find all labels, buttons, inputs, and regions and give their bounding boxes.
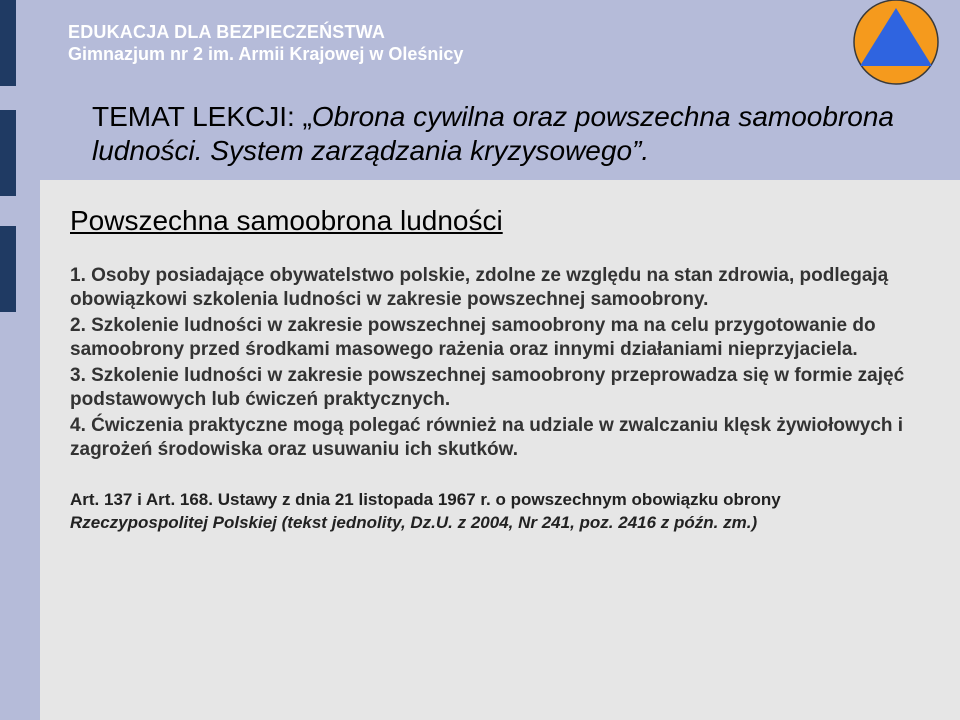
slide-header: [68, 21, 463, 65]
civil-defense-triangle-icon: [848, 0, 944, 86]
content-body: [70, 204, 930, 534]
paragraph-2: 2. Szkolenie ludności w zakresie powszechnej samoobrony ma na celu przygotowanie do samoobrony przed środkami masowego rażenia oraz innymi działaniami nieprzyjaciela.: [70, 315, 876, 360]
decorative-side-bar: [0, 0, 16, 86]
lesson-title-label: TEMAT LEKCJI: „: [92, 101, 312, 132]
lesson-title-subject: Obrona cywilna oraz powszechna samoobrona ludności. System zarządzania kryzysowego”.: [92, 101, 894, 166]
legal-reference-line2: Rzeczypospolitej Polskiej (tekst jednolity, Dz.U. z 2004, Nr 241, poz. 2416 z późn. zm.): [70, 513, 758, 532]
legal-reference: [70, 488, 930, 534]
content-panel: [40, 180, 960, 720]
paragraph-1: 1. Osoby posiadające obywatelstwo polskie, zdolne ze względu na stan zdrowia, podlegają obowiązkowi szkolenia ludności w zakresie powszechnej samoobrony.: [70, 265, 889, 310]
course-name: EDUKACJA DLA BEZPIECZEŃSTWA: [68, 22, 386, 42]
paragraph-3: 3. Szkolenie ludności w zakresie powszechnej samoobrony przeprowadza się w formie zajęć podstawowych lub ćwiczeń praktycznych.: [70, 365, 905, 410]
decorative-side-bar: [0, 110, 16, 196]
school-name: Gimnazjum nr 2 im. Armii Krajowej w Oleśnicy: [68, 44, 464, 64]
paragraph-4: 4. Ćwiczenia praktyczne mogą polegać również na udziale w zwalczaniu klęsk żywiołowych i zagrożeń środowiska oraz usuwaniu ich skutków.: [70, 415, 904, 460]
legal-reference-line1: Art. 137 i Art. 168. Ustawy z dnia 21 listopada 1967 r. o powszechnym obowiązku obrony: [70, 490, 781, 509]
decorative-side-bar: [0, 226, 16, 312]
section-heading: Powszechna samoobrona ludności: [70, 205, 503, 236]
lesson-title: [92, 100, 952, 168]
